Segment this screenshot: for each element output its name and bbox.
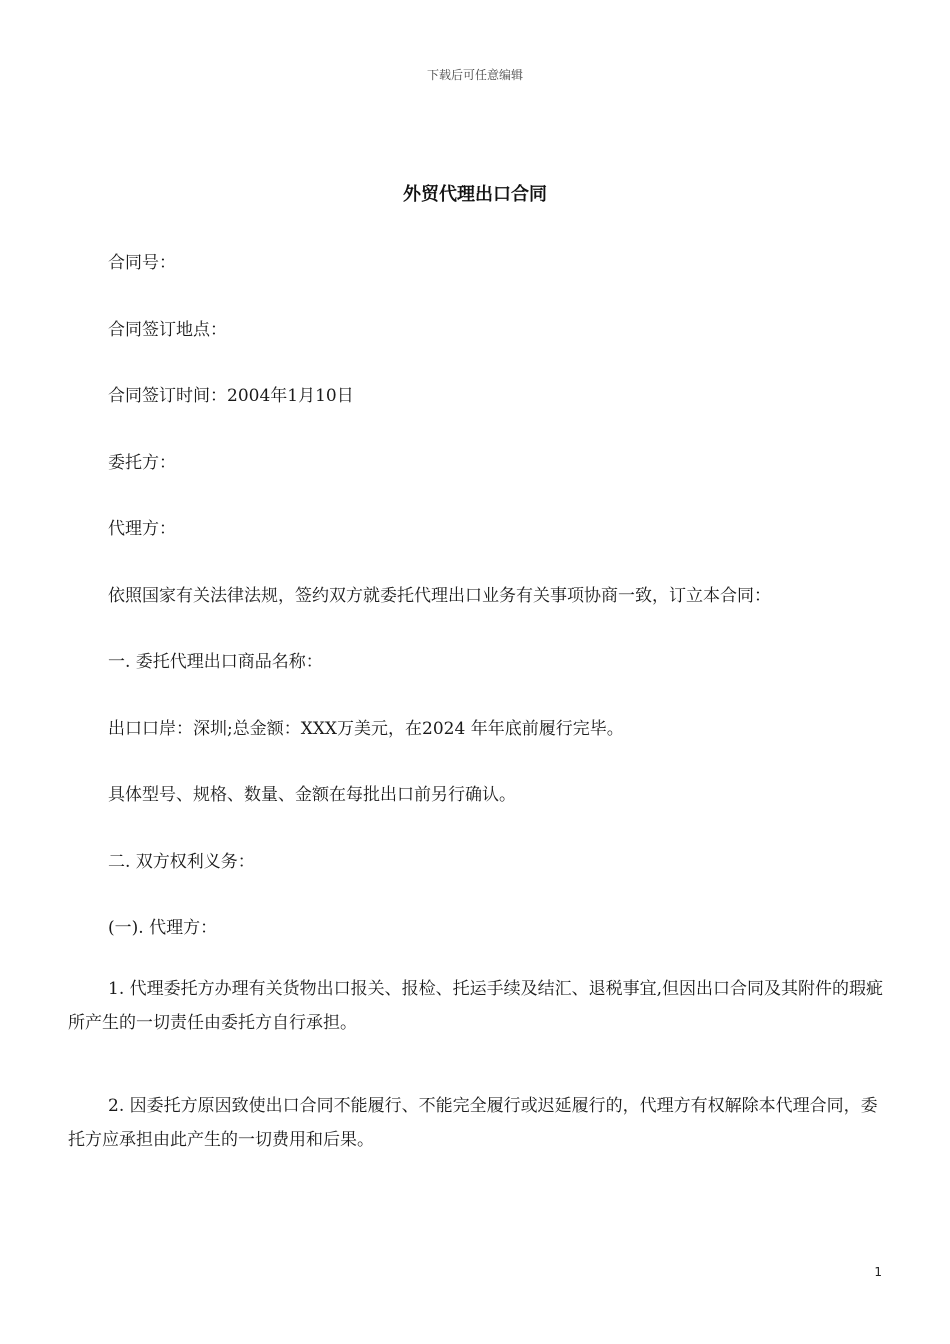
clause-1-paragraph: 1. 代理委托方办理有关货物出口报关、报检、托运手续及结汇、退税事宜,但因出口合同及其附件的瑕疵所产生的一切责任由委托方自行承担。 [68, 979, 884, 1033]
agent-subsection-heading: (一). 代理方： [108, 918, 218, 938]
contract-title: 外贸代理出口合同 [403, 184, 547, 205]
sign-time-field: 合同签订时间：2004年1月10日 [108, 386, 354, 406]
intro-paragraph: 依照国家有关法律法规，签约双方就委托代理出口业务有关事项协商一致，订立本合同： [108, 586, 771, 606]
port-amount-line: 出口口岸：深圳;总金额：XXX万美元，在2024 年年底前履行完毕。 [108, 719, 624, 739]
section-1-heading: 一. 委托代理出口商品名称： [108, 652, 323, 672]
sign-place-field: 合同签订地点： [108, 320, 227, 340]
section-2-heading: 二. 双方权利义务： [108, 852, 255, 872]
spec-note-line: 具体型号、规格、数量、金额在每批出口前另行确认。 [108, 785, 516, 805]
contract-number-field: 合同号： [108, 253, 176, 273]
page-number: 1 [874, 1265, 882, 1279]
agent-field: 代理方： [108, 519, 176, 539]
principal-field: 委托方： [108, 453, 176, 473]
header-note: 下载后可任意编辑 [426, 68, 523, 82]
clause-2-paragraph: 2. 因委托方原因致使出口合同不能履行、不能完全履行或迟延履行的，代理方有权解除本代理合同，委托方应承担由此产生的一切费用和后果。 [68, 1096, 878, 1150]
